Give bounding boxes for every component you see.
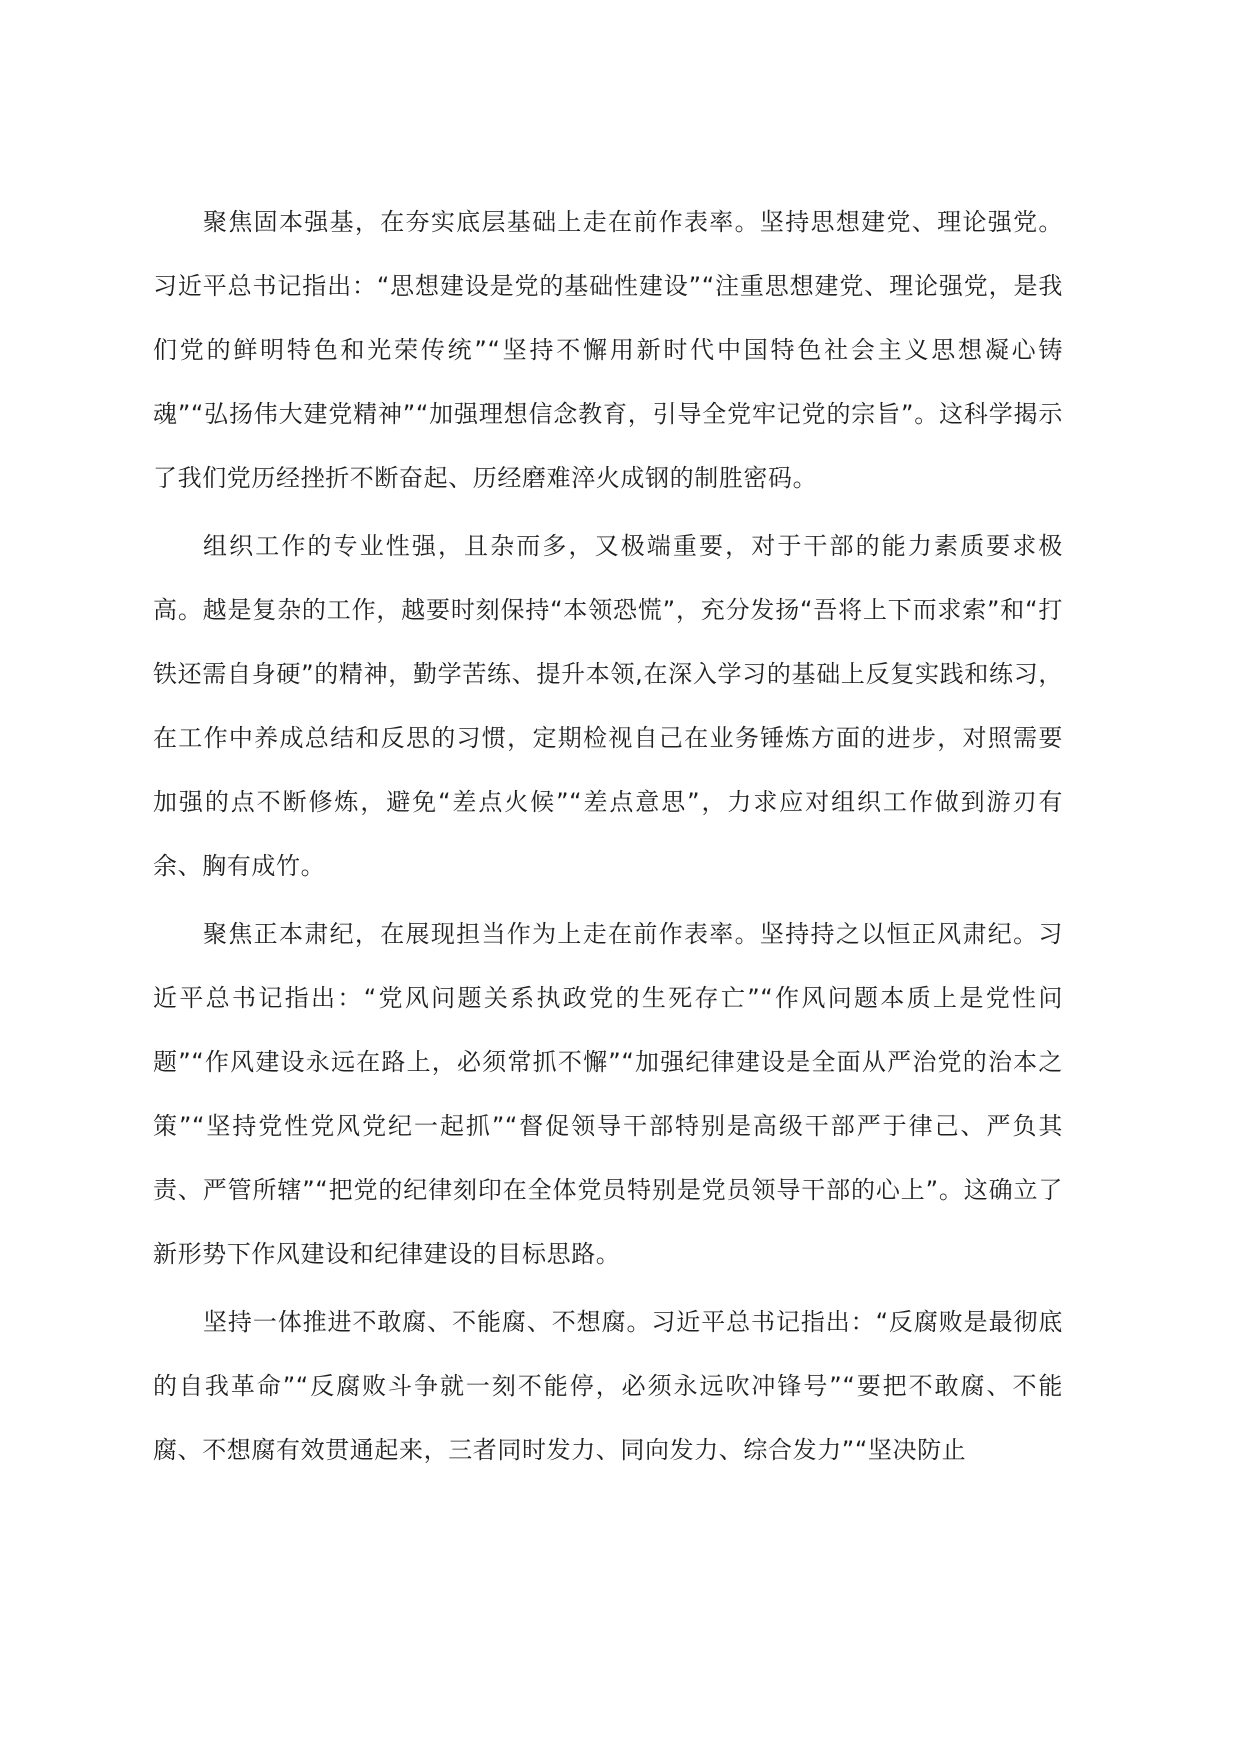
paragraph: 组织工作的专业性强，且杂而多，又极端重要，对于干部的能力素质要求极高。越是复杂的工作，越要时刻保持“本领恐慌”，充分发扬“吾将上下而求索”和“打铁还需自身硬”的精神，勤学苦练、提升本领,在深入学习的基础上反复实践和练习，在工作中养成总结和反思的习惯，定期检视自己在业务锤炼方面的进步，对照需要加强的点不断修炼，避免“差点火候”“差点意思”，力求应对组织工作做到游刃有余、胸有成竹。 bbox=[153, 532, 1063, 880]
paragraph: 聚焦正本肃纪，在展现担当作为上走在前作表率。坚持持之以恒正风肃纪。习近平总书记指出：“党风问题关系执政党的生死存亡”“作风问题本质上是党性问题”“作风建设永远在路上，必须常抓不懈”“加强纪律建设是全面从严治党的治本之策”“坚持党性党风党纪一起抓”“督促领导干部特别是高级干部严于律己、严负其责、严管所辖”“把党的纪律刻印在全体党员特别是党员领导干部的心上”。这确立了新形势下作风建设和纪律建设的目标思路。 bbox=[153, 920, 1063, 1268]
paragraph: 坚持一体推进不敢腐、不能腐、不想腐。习近平总书记指出：“反腐败是最彻底的自我革命”“反腐败斗争就一刻不能停，必须永远吹冲锋号”“要把不敢腐、不能腐、不想腐有效贯通起来，三者同时发力、同向发力、综合发力”“坚决防止 bbox=[153, 1308, 1063, 1464]
paragraph: 聚焦固本强基，在夯实底层基础上走在前作表率。坚持思想建党、理论强党。习近平总书记指出：“思想建设是党的基础性建设”“注重思想建党、理论强党，是我们党的鲜明特色和光荣传统”“坚持不懈用新时代中国特色社会主义思想凝心铸魂”“弘扬伟大建党精神”“加强理想信念教育，引导全党牢记党的宗旨”。这科学揭示了我们党历经挫折不断奋起、历经磨难淬火成钢的制胜密码。 bbox=[153, 208, 1063, 492]
document-body bbox=[153, 190, 1063, 1486]
